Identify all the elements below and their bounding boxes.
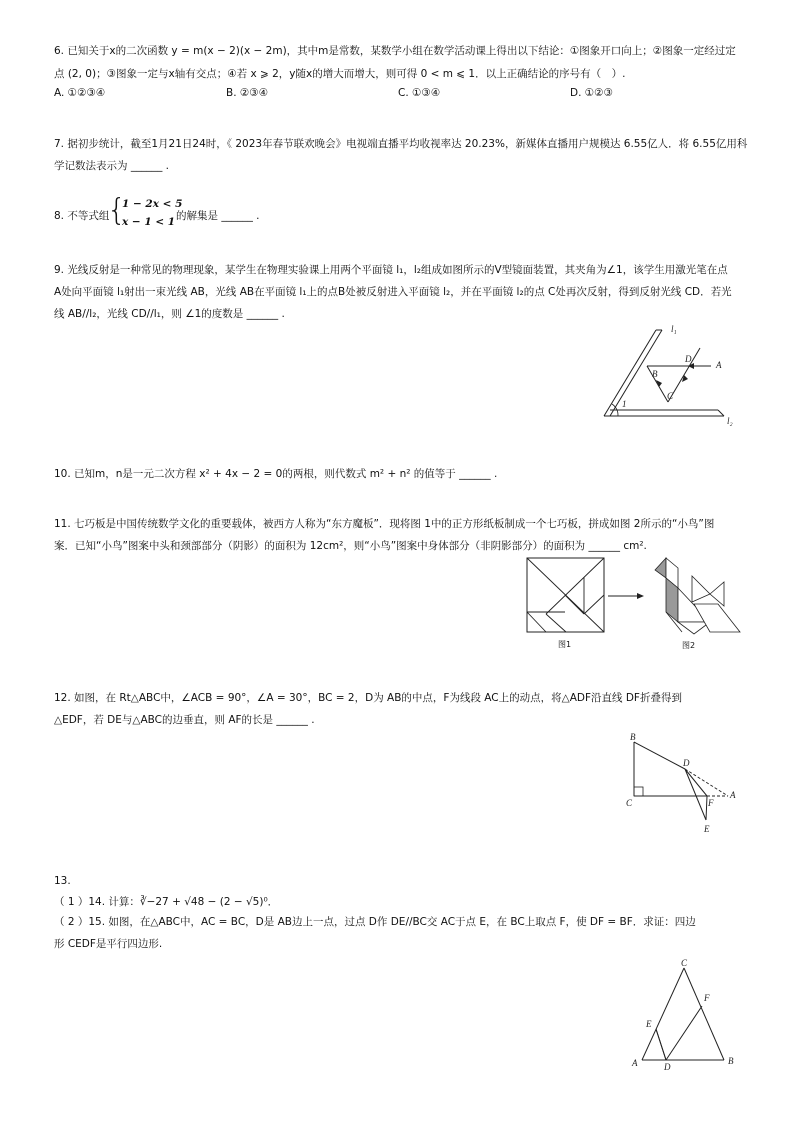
q6-option-b: B. ②③④	[226, 87, 269, 99]
q9-line1: 9. 光线反射是一种常见的物理现象，某学生在物理实验课上用两个平面镜 l₁，l₂组成如图所示的V型镜面装置，其夹角为∠1，该学生用激光笔在点	[54, 264, 728, 276]
q9-label-l1: l₁	[671, 324, 677, 334]
q12-line2: △EDF，若 DE与△ABC的边垂直，则 AF的长是 ______ .	[54, 714, 315, 726]
q9-line3: 线 AB//l₂，光线 CD//l₁，则 ∠1的度数是 ______ .	[54, 308, 285, 320]
q8-suffix: 的解集是 ______ .	[176, 210, 260, 222]
q9-mirror-figure	[596, 318, 746, 430]
q6-option-c: C. ①③④	[398, 87, 441, 99]
q11-bird-figure	[652, 556, 744, 640]
q6-line2: 点 (2, 0)；③图象一定与x轴有交点；④若 x ⩾ 2，y随x的增大而增大，则可得 0 < m ⩽ 1．以上正确结论的序号有（ ）.	[54, 68, 626, 80]
q12-label-a: A	[730, 790, 736, 800]
q11-tangram-square	[526, 557, 606, 634]
q12-triangle-figure	[620, 728, 744, 838]
q13-label-c: C	[681, 958, 688, 968]
q13-part1: （ 1 ）14. 计算：∛−27 + √48 − (2 − √5)⁰．	[54, 896, 279, 908]
q12-line1: 12. 如图，在 Rt△ABC中，∠ACB = 90°，∠A = 30°，BC = 2，D为 AB的中点，F为线段 AC上的动点，将△ADF沿直线 DF折叠得到	[54, 692, 682, 704]
q7-line2: 学记数法表示为 ______ .	[54, 160, 170, 172]
q6-option-d: D. ①②③	[570, 87, 613, 99]
q8-prefix: 8. 不等式组	[54, 210, 110, 222]
q13-label-b: B	[728, 1056, 734, 1066]
q12-label-f: F	[708, 798, 714, 808]
q9-label-l2: l₂	[727, 416, 733, 426]
q11-arrow	[606, 590, 646, 602]
q11-fig1-caption: 图1	[558, 640, 572, 649]
q10-line1: 10. 已知m，n是一元二次方程 x² + 4x − 2 = 0的两根，则代数式 m² + n² 的值等于 ______ .	[54, 468, 498, 480]
q9-label-1: 1	[622, 399, 627, 409]
q11-fig2-caption: 图2	[682, 641, 696, 650]
q8-eq1: 1 − 2x < 5	[122, 198, 183, 210]
q7-line1: 7. 据初步统计，截至1月21日24时，《 2023年春节联欢晚会》电视端直播平均收视率达 20.23%，新媒体直播用户规模达 6.55亿人．将 6.55亿用科	[54, 138, 748, 150]
q12-label-b: B	[630, 732, 636, 742]
q13-label-f: F	[704, 993, 710, 1003]
q12-label-d: D	[683, 758, 690, 768]
q9-label-c: C	[667, 391, 674, 401]
q9-label-d: D	[685, 354, 692, 364]
q6-line1: 6. 已知关于x的二次函数 y = m(x − 2)(x − 2m)，其中m是常数，某数学小组在数学活动课上得出以下结论：①图象开口向上；②图象一定经过定	[54, 45, 736, 57]
q12-label-c: C	[626, 798, 633, 808]
q11-line1: 11. 七巧板是中国传统数学文化的重要载体，被西方人称为“东方魔板”．现将图 1中的正方形纸板制成一个七巧板，拼成如图 2所示的“小鸟”图	[54, 518, 715, 530]
q13-label-a: A	[632, 1058, 638, 1068]
q13-part2-line2: 形 CEDF是平行四边形.	[54, 938, 163, 950]
q9-label-b: B	[652, 369, 658, 379]
q8-eq2: x − 1 < 1	[122, 216, 176, 228]
q9-label-a: A	[716, 360, 722, 370]
q13-label-d: D	[664, 1062, 671, 1072]
q11-line2: 案．已知“小鸟”图案中头和颈部部分（阴影）的面积为 12cm²，则“小鸟”图案中身体部分（非阴影部分）的面积为 ______ cm².	[54, 540, 647, 552]
q13-title: 13.	[54, 875, 71, 887]
q13-part2-line1: （ 2 ）15. 如图，在△ABC中，AC = BC，D是 AB边上一点，过点 D作 DE//BC交 AC于点 E，在 BC上取点 F，使 DF = BF．求证：四边	[54, 916, 696, 928]
q8-brace: {	[107, 193, 127, 228]
q13-triangle-figure	[626, 956, 744, 1072]
q13-label-e: E	[646, 1019, 652, 1029]
q6-option-a: A. ①②③④	[54, 87, 106, 99]
q12-label-e: E	[704, 824, 710, 834]
q9-line2: A处向平面镜 l₁射出一束光线 AB，光线 AB在平面镜 l₁上的点B处被反射进入平面镜 l₂，并在平面镜 l₂的点 C处再次反射，得到反射光线 CD．若光	[54, 286, 732, 298]
